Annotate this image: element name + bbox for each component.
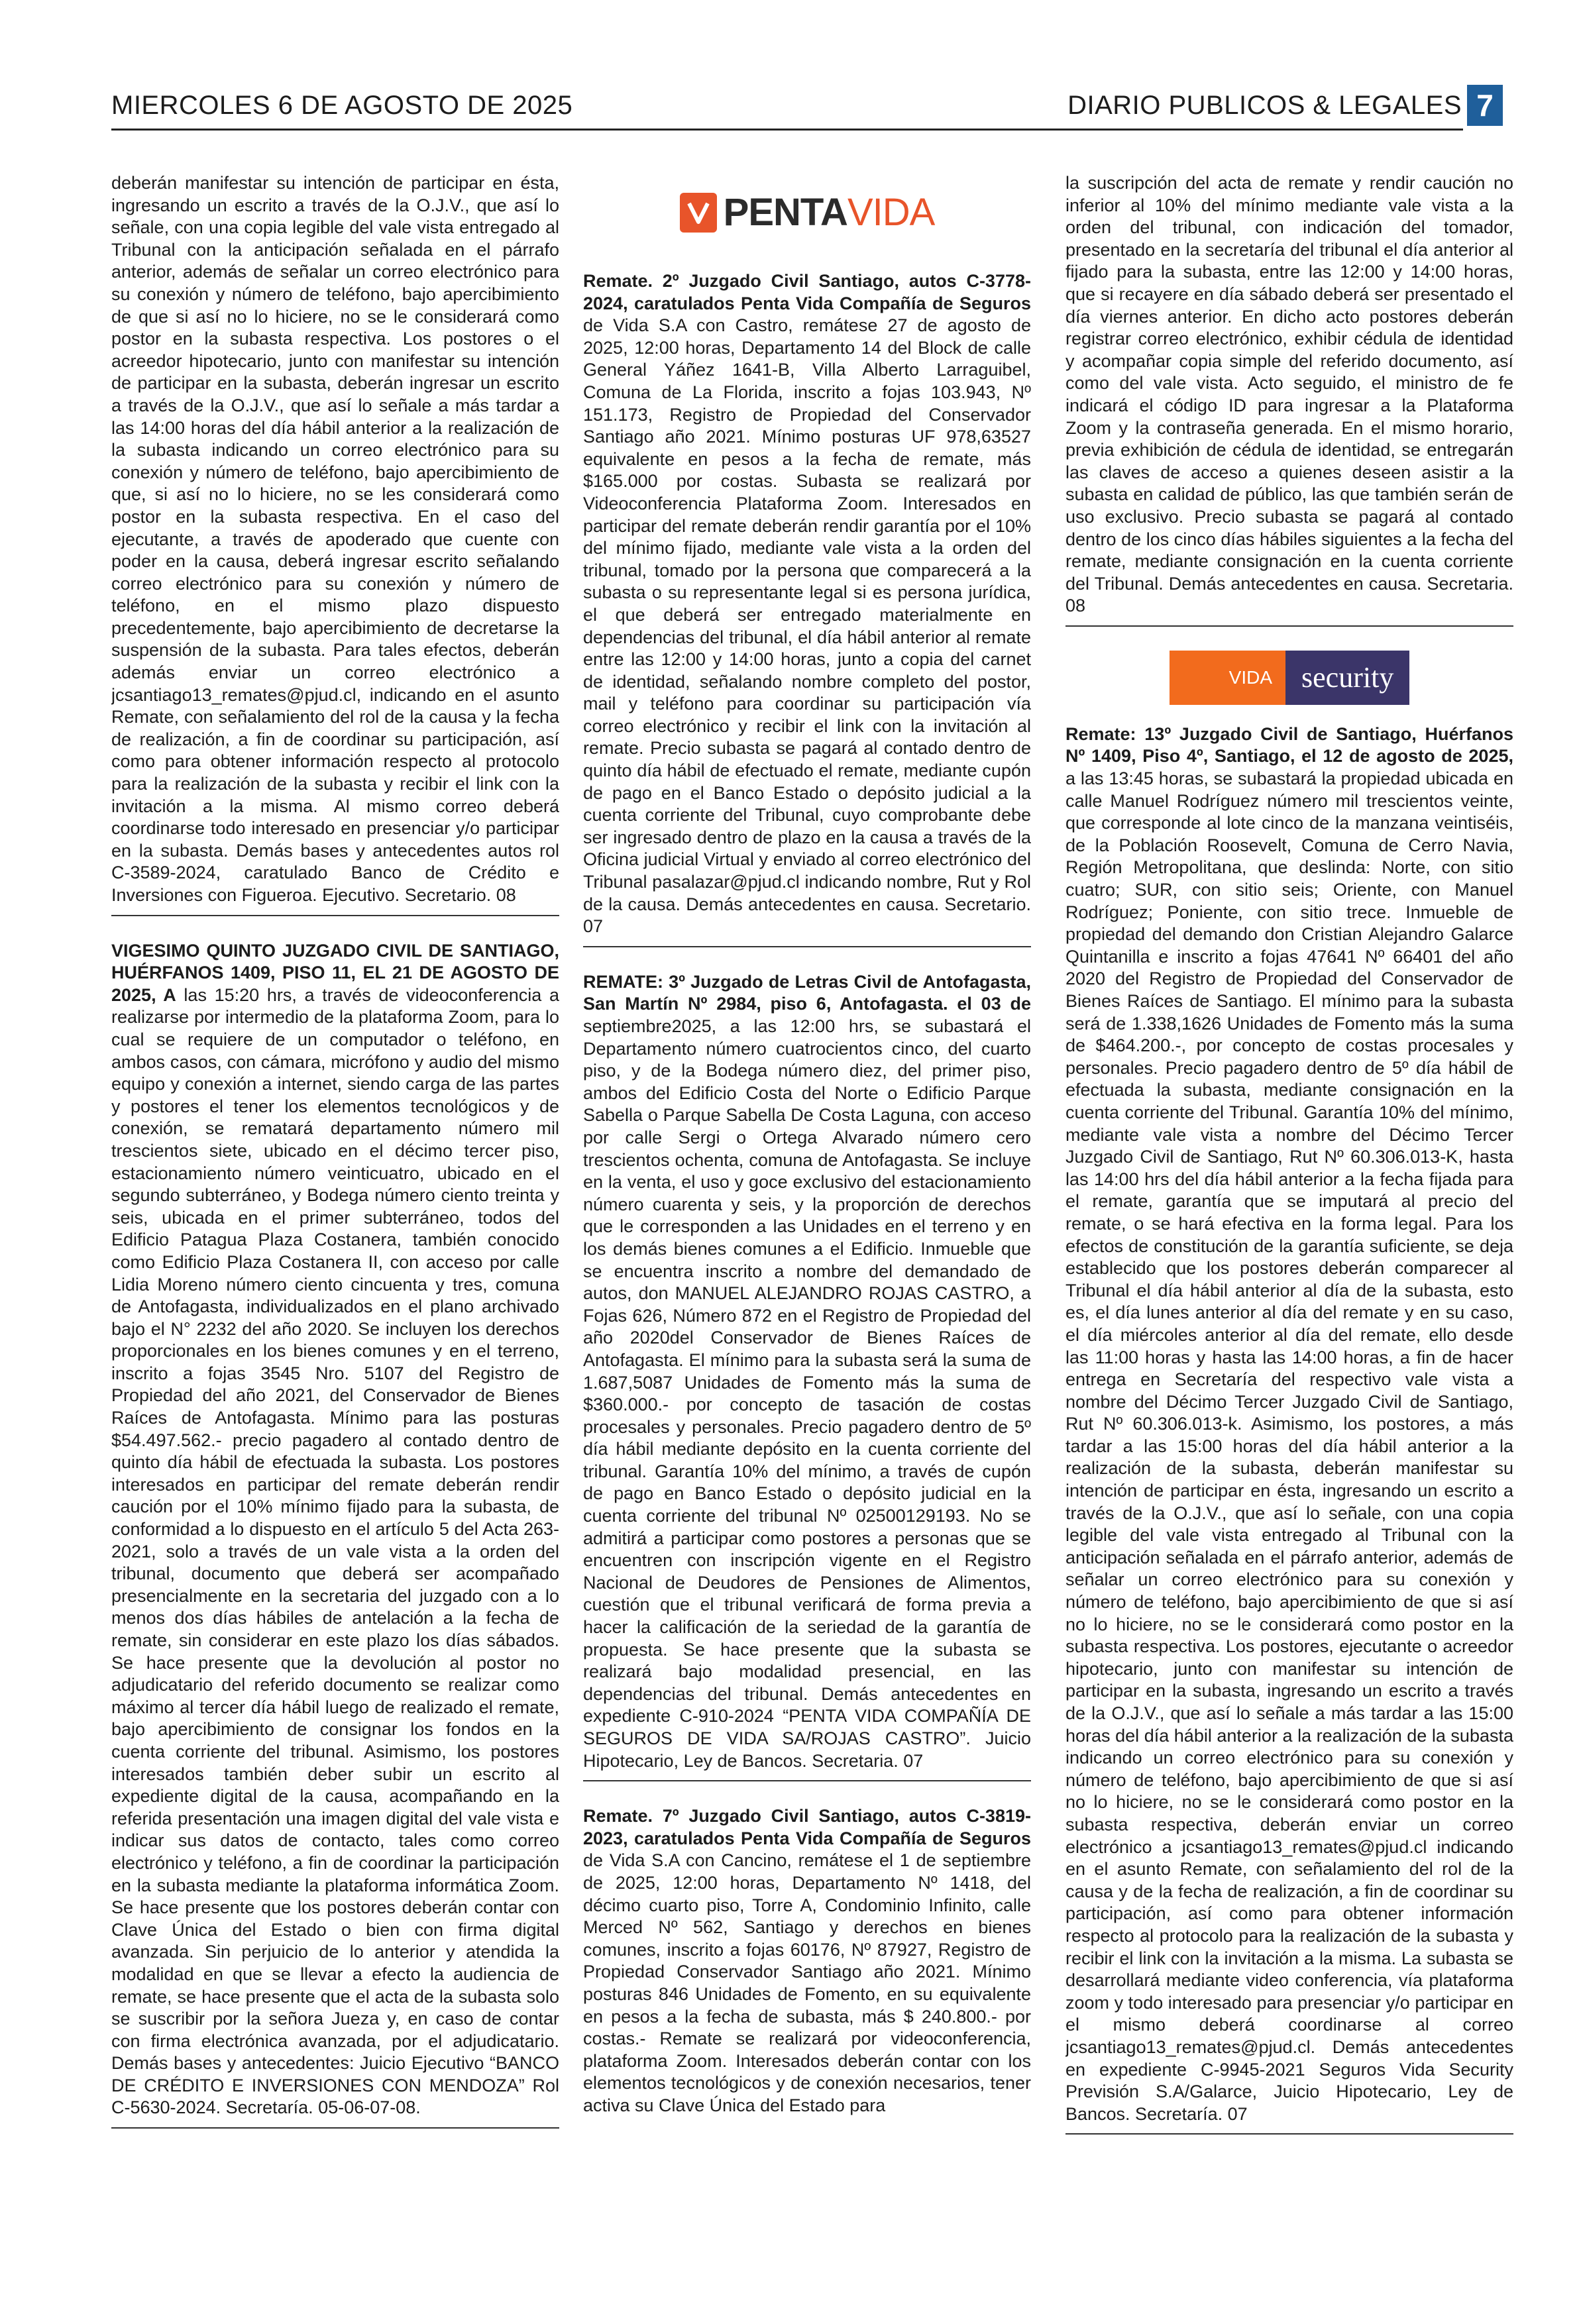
- header-date: MIERCOLES 6 DE AGOSTO DE 2025: [111, 91, 573, 120]
- notice-heading: Remate: 13º Juzgado Civil de Santiago, Huérfanos Nº 1409, Piso 4º, Santiago, el 12 de agosto de 2025,: [1065, 723, 1513, 766]
- vida-security-logo-vida: VIDA: [1170, 651, 1285, 705]
- page-header: [111, 85, 1503, 126]
- notice-separator: [583, 946, 1031, 947]
- notice-heading: Remate. 2º Juzgado Civil Santiago, autos C-3778-2024, caratulados Penta Vida Compañía de Seguros: [583, 271, 1031, 313]
- penta-vida-logo: [583, 174, 1031, 252]
- notice-7-juzgado-continued: [1065, 172, 1513, 617]
- notice-body: septiembre2025, a las 12:00 hrs, se subastará el Departamento número cuatrocientos cinco, del cuarto piso, y de la Bodega número diez, del primer piso, ambos del Edificio Costa del Norte o Edificio Parque Sabella o Parque Sabella De Costa Laguna, con acceso por calle Sergi o Ortega Alvarado número cero trescientos ochenta, comuna de Antofagasta. Se incluye en la venta, el uso y goce exclusivo del estacionamiento número cuarenta y seis, y la proporción de derechos que le corresponden a las Unidades en el terreno y en los demás bienes comunes a el Edificio. Inmueble que se encuentra inscrito a nombre del demandado de autos, don MANUEL ALEJANDRO ROJAS CASTRO, a Fojas 626, Número 872 en el Registro de Propiedad del año 2020del Conservador de Bienes Raíces de Antofagasta. El mínimo para la subasta será la suma de 1.687,5087 Unidades de Fomento más la suma de $360.000.- por concepto de tasación de costas procesales y personales. Precio pagadero dentro de 5º día hábil mediante depósito en la cuenta corriente del tribunal. Garantía 10% del mínimo, a través de cupón de pago en Banco Estado o depósito judicial en la cuenta corriente del tribunal Nº 02500129193. No se admitirá a participar como postores a personas que se encuentren con inscripción vigente en el Registro Nacional de Deudores de Pensiones de Alimentos, cuestión que el tribunal verificará de forma previa a hacer la calificación de la seriedad de la garantía de propuesta. Se hace presente que la subasta se realizará bajo modalidad presencial, en las dependencias del tribunal. Demás antecedentes en expediente C-910-2024 “PENTA VIDA COMPAÑÍA DE SEGUROS DE VIDA SA/ROJAS CASTRO”. Juicio Hipotecario, Ley de Bancos. Secretaria. 07: [583, 1016, 1031, 1771]
- penta-vida-mark-icon: [680, 193, 717, 233]
- notice-3-juzgado-antofagasta: [583, 971, 1031, 1772]
- column-1: [111, 172, 559, 2259]
- notice-body: a las 13:45 horas, se subastará la propiedad ubicada en calle Manuel Rodríguez número mil trescientos veinte, que corresponde al lote cinco de la manzana veintiséis, de la Población Roosevelt, Comuna de Cerro Navia, Región Metropolitana, que deslinda: Norte, con sitio cuatro; SUR, con sitio seis; Oriente, con Manuel Rodríguez; Poniente, con sitio trece. Inmueble de propiedad del demando don Cristian Alejandro Galarce Quintanilla e inscrito a fojas 47641 Nº 66401 del año 2020 del Registro de Propiedad del Conservador de Bienes Raíces de Santiago. El mínimo para la subasta será de 1.338,1626 Unidades de Fomento más la suma de $464.200.-, por concepto de costas procesales y personales. Precio pagadero dentro de 5º día hábil de efectuada la subasta, mediante consignación en la cuenta corriente del Tribunal. Garantía 10% del mínimo, mediante vale vista a nombre del Décimo Tercer Juzgado Civil de Santiago, Rut Nº 60.306.013-K, hasta las 14:00 hrs del día hábil anterior a la fecha fijada para el remate, garantía que se imputará al precio del remate, o se hará efectiva en la forma legal. Para los efectos de constitución de la garantía suficiente, se deja establecido que los postores deberán comparecer al Tribunal el día hábil anterior al día de la subasta, esto es, el día lunes anterior al día del remate y en su caso, el día miércoles anterior al día del remate, ello desde las 11:00 horas y hasta las 14:00 horas, a fin de hacer entrega en Secretaría del respectivo vale vista a nombre del Décimo Tercer Juzgado Civil de Santiago, Rut Nº 60.306.013-k. Asimismo, los postores, a más tardar a las 15:00 horas del día hábil anterior a la realización de la subasta, deberán manifestar su intención de participar en ésta, ingresando un escrito a través de la O.J.V., que así lo señale, con una copia legible del vale vista entregado al Tribunal con la anticipación señalada en el párrafo anterior, además de señalar un correo electrónico para su conexión y número de teléfono, bajo apercibimiento de que si así no lo hiciere, no se le considerará como postor en la subasta respectiva. Los postores, ejecutante o acreedor hipotecario, junto con manifestar su intención de participar en la subasta, ingresando un escrito a través de la O.J.V., que así lo señale a más tardar a las 15:00 horas del día hábil anterior a la realización de la subasta indicando un correo electrónico para su conexión y número de teléfono, bajo apercibimiento de que si así no lo hiciere, no se le considerará como postor en la subasta respectiva, deberán enviar un correo electrónico a jcsantiago13_remates@pjud.cl indicando en el asunto Remate, con señalamiento del rol de la causa y de la fecha de realización, a fin de coordinar su participación, así como para obtener información respecto al protocolo para la realización de la subasta y recibir el link con la invitación a la misma. La subasta se desarrollará mediante video conferencia, vía plataforma zoom y todo interesado para presenciar y/o participar en el mismo deberá coordinarse al correo jcsantiago13_remates@pjud.cl. Demás antecedentes en expediente C-9945-2021 Seguros Vida Security Previsión S.A/Galarce, Juicio Hipotecario, Ley de Bancos. Secretaría. 07: [1065, 768, 1513, 2124]
- notice-continued: [111, 172, 559, 907]
- notice-separator: [1065, 625, 1513, 627]
- penta-vida-logo-penta: PENTA: [723, 191, 847, 235]
- column-2: [583, 172, 1031, 2259]
- vida-security-logo: [1065, 651, 1513, 705]
- notice-body: deberán manifestar su intención de participar en ésta, ingresando un escrito a través de la O.J.V., que así lo señale, con una copia legible del vale vista entregado al Tribunal con la anticipación señalada en el párrafo anterior, además de señalar un correo electrónico para su conexión y número de teléfono, bajo apercibimiento de que si así no lo hiciere, no se le considerará como postor en la subasta respectiva. Los postores o el acreedor hipotecario, junto con manifestar su intención de participar en la subasta, deberán ingresar un escrito a través de la O.J.V., que así lo señale a más tardar a las 14:00 horas del día hábil anterior a la realización de la subasta indicando un correo electrónico para su conexión y número de teléfono, bajo apercibimiento de que, si así no lo hiciere, no se les considerará como postor en la subasta respectiva. En el caso del ejecutante, a través de apoderado que cuente con poder en la causa, deberá ingresar escrito señalando correo electrónico para su conexión y número de teléfono, en el mismo plazo dispuesto precedentemente, bajo apercibimiento de decretarse la suspensión de la subasta. Para tales efectos, deberán además enviar un correo electrónico a jcsantiago13_remates@pjud.cl, indicando en el asunto Remate, con señalamiento del rol de la causa y la fecha de realización, a fin de coordinar su participación, así como para obtener información respecto al protocolo para la realización de la subasta y recibir el link con la invitación a la misma. Al mismo correo deberá coordinarse todo interesado en presenciar y/o participar en la subasta. Demás bases y antecedentes autos rol C-3589-2024, caratulado Banco de Crédito e Inversiones con Figueroa. Ejecutivo. Secretario. 08: [111, 173, 559, 905]
- notice-heading: REMATE: 3º Juzgado de Letras Civil de Antofagasta, San Martín Nº 2984, piso 6, Antofagasta. el 03 de: [583, 971, 1031, 1014]
- page-number: 7: [1467, 85, 1503, 126]
- notice-separator: [583, 1780, 1031, 1781]
- notice-separator: [111, 915, 559, 916]
- penta-vida-logo-vida: VIDA: [847, 191, 935, 235]
- header-rule: [111, 129, 1463, 131]
- vida-security-logo-security: security: [1285, 651, 1409, 705]
- notice-13-juzgado: [1065, 723, 1513, 2125]
- notice-body: las 15:20 hrs, a través de videoconferencia a realizarse por intermedio de la plataforma Zoom, para lo cual se requiere de un computador o teléfono, en ambos casos, con cámara, micrófono y audio del mismo equipo y conexión a internet, siendo carga de las partes y postores el tener los elementos tecnológicos y de conexión, se rematará departamento número mil trescientos siete, ubicado en el décimo tercer piso, estacionamiento número veinticuatro, ubicado en el segundo subterráneo, y Bodega número ciento treinta y seis, ubicada en el primer subterráneo, todos del Edificio Patagua Plaza Costanera, también conocido como Edificio Plaza Costanera II, con acceso por calle Lidia Moreno número ciento cincuenta y tres, comuna de Antofagasta, individualizados en el plano archivado bajo el N° 2232 del año 2020. Se incluyen los derechos proporcionales en los bienes comunes y en el terreno, inscrito a fojas 3545 Nro. 5107 del Registro de Propiedad del año 2021, del Conservador de Bienes Raíces de Antofagasta. Mínimo para las posturas $54.497.562.- precio pagadero al contado dentro de quinto día hábil de efectuada la subasta. Los postores interesados en participar del remate deberán rendir caución por el 10% mínimo fijado para la subasta, de conformidad a lo dispuesto en el artículo 5 del Acta 263-2021, solo a través de un vale vista a la orden del tribunal, documento que deberá ser acompañado presencialmente en la secretaria del juzgado con a lo menos dos días hábiles de antelación a la fecha de remate, sin considerar en este plazo los días sábados. Se hace presente que la devolución al postor no adjudicatario del referido documento se realizar como máximo al tercer día hábil luego de realizado el remate, bajo apercibimiento de consignar los fondos en la cuenta corriente del tribunal. Asimismo, los postores interesados también deber subir un escrito al expediente digital de la causa, acompañando en la referida presentación una imagen digital del vale vista e indicar sus datos de contacto, tales como correo electrónico y teléfono, a fin de coordinar la participación en la subasta mediante la plataforma informática Zoom. Se hace presente que los postores deberán contar con Clave Única del Estado o bien con firma digital avanzada. Sin perjuicio de lo anterior y atendida la modalidad en que se llevar a efecto la audiencia de remate, se hace presente que el acta de la subasta solo se suscribir por la señora Jueza y, en caso de contar con firma electrónica avanzada, por el adjudicatario. Demás bases y antecedentes: Juicio Ejecutivo “BANCO DE CRÉDITO E INVERSIONES CON MENDOZA” Rol C-5630-2024. Secretaría. 05-06-07-08.: [111, 984, 559, 2118]
- column-3: [1065, 172, 1513, 2259]
- notice-2-juzgado: [583, 270, 1031, 938]
- notice-separator: [111, 2127, 559, 2129]
- notice-7-juzgado: [583, 1805, 1031, 2117]
- notice-separator: [1065, 2133, 1513, 2135]
- notice-body: de Vida S.A con Castro, remátese 27 de agosto de 2025, 12:00 horas, Departamento 14 del Block de calle General Yáñez 1641-B, Villa Alberto Larraguibel, Comuna de La Florida, inscrito a fojas 103.943, Nº 151.173, Registro de Propiedad del Conservador Santiago año 2021. Mínimo posturas UF 978,63527 equivalente en pesos a la fecha de remate, más $165.000 por costas. Subasta se realizará por Videoconferencia Plataforma Zoom. Interesados en participar del remate deberán rendir garantía por el 10% del mínimo fijado, mediante vale vista a la orden del tribunal, tomado por la persona que comparecerá a la subasta o su representante legal si es persona jurídica, el que deberá ser entregado materialmente en dependencias del tribunal, el día hábil anterior al remate entre las 12:00 y 14:00 horas, junto a copia del carnet de identidad, señalando nombre completo del postor, mail y teléfono para coordinar su participación vía correo electrónico y recibir el link con la invitación al remate. Precio subasta se pagará al contado dentro de quinto día hábil de efectuado el remate, mediante cupón de pago en el Banco Estado o depósito judicial a la cuenta corriente del Tribunal, cuyo comprobante debe ser ingresado dentro de plazo en la causa a través de la Oficina judicial Virtual y enviado al correo electrónico del Tribunal pasalazar@pjud.cl indicando nombre, Rut y Rol de la causa. Demás antecedentes en causa. Secretario. 07: [583, 315, 1031, 937]
- notice-body: de Vida S.A con Cancino, remátese el 1 de septiembre de 2025, 12:00 horas, Departamento Nº 1418, del décimo cuarto piso, Torre A, Condominio Infinito, calle Merced Nº 562, Santiago y derechos en bienes comunes, inscrito a fojas 60176, Nº 87927, Registro de Propiedad Conservador Santiago año 2021. Mínimo posturas 846 Unidades de Fomento, en su equivalente en pesos a la fecha de subasta, más $ 240.800.- por costas.- Remate se realizará por videoconferencia, plataforma Zoom. Interesados deberán contar con los elementos tecnológicos y de conexión necesarios, tener activa su Clave Única del Estado para: [583, 1850, 1031, 2115]
- notice-body: la suscripción del acta de remate y rendir caución no inferior al 10% del mínimo mediante vale vista a la orden del tribunal, con indicación del tomador, presentado en la secretaría del tribunal el día anterior al fijado para la subasta, entre las 12:00 y 14:00 horas, que si recayere en día sábado deberá ser presentado el día viernes anterior. En dicho acto postores deberán registrar correo electrónico, exhibir cédula de identidad y acompañar copia simple del referido documento, así como del vale vista. Acto seguido, el ministro de fe indicará el código ID para ingresar a la Plataforma Zoom y la contraseña generada. En el mismo horario, previa exhibición de cédula de identidad, se entregarán las claves de acceso a quienes deseen asistir a la subasta en calidad de público, las que también serán de uso exclusivo. Precio subasta se pagará al contado dentro de los cinco días hábiles siguientes a la fecha del remate, mediante consignación en la cuenta corriente del Tribunal. Demás antecedentes en causa. Secretaria. 08: [1065, 173, 1513, 616]
- header-publication: DIARIO PUBLICOS & LEGALES: [1067, 91, 1462, 120]
- notice-heading: Remate. 7º Juzgado Civil Santiago, autos C-3819-2023, caratulados Penta Vida Compañía de Seguros: [583, 1806, 1031, 1848]
- notice-25-juzgado: [111, 940, 559, 2119]
- notice-heading: VIGESIMO QUINTO JUZGADO CIVIL DE SANTIAGO, HUÉRFANOS 1409, PISO 11, EL 21 DE AGOSTO DE 2025, A: [111, 940, 559, 1005]
